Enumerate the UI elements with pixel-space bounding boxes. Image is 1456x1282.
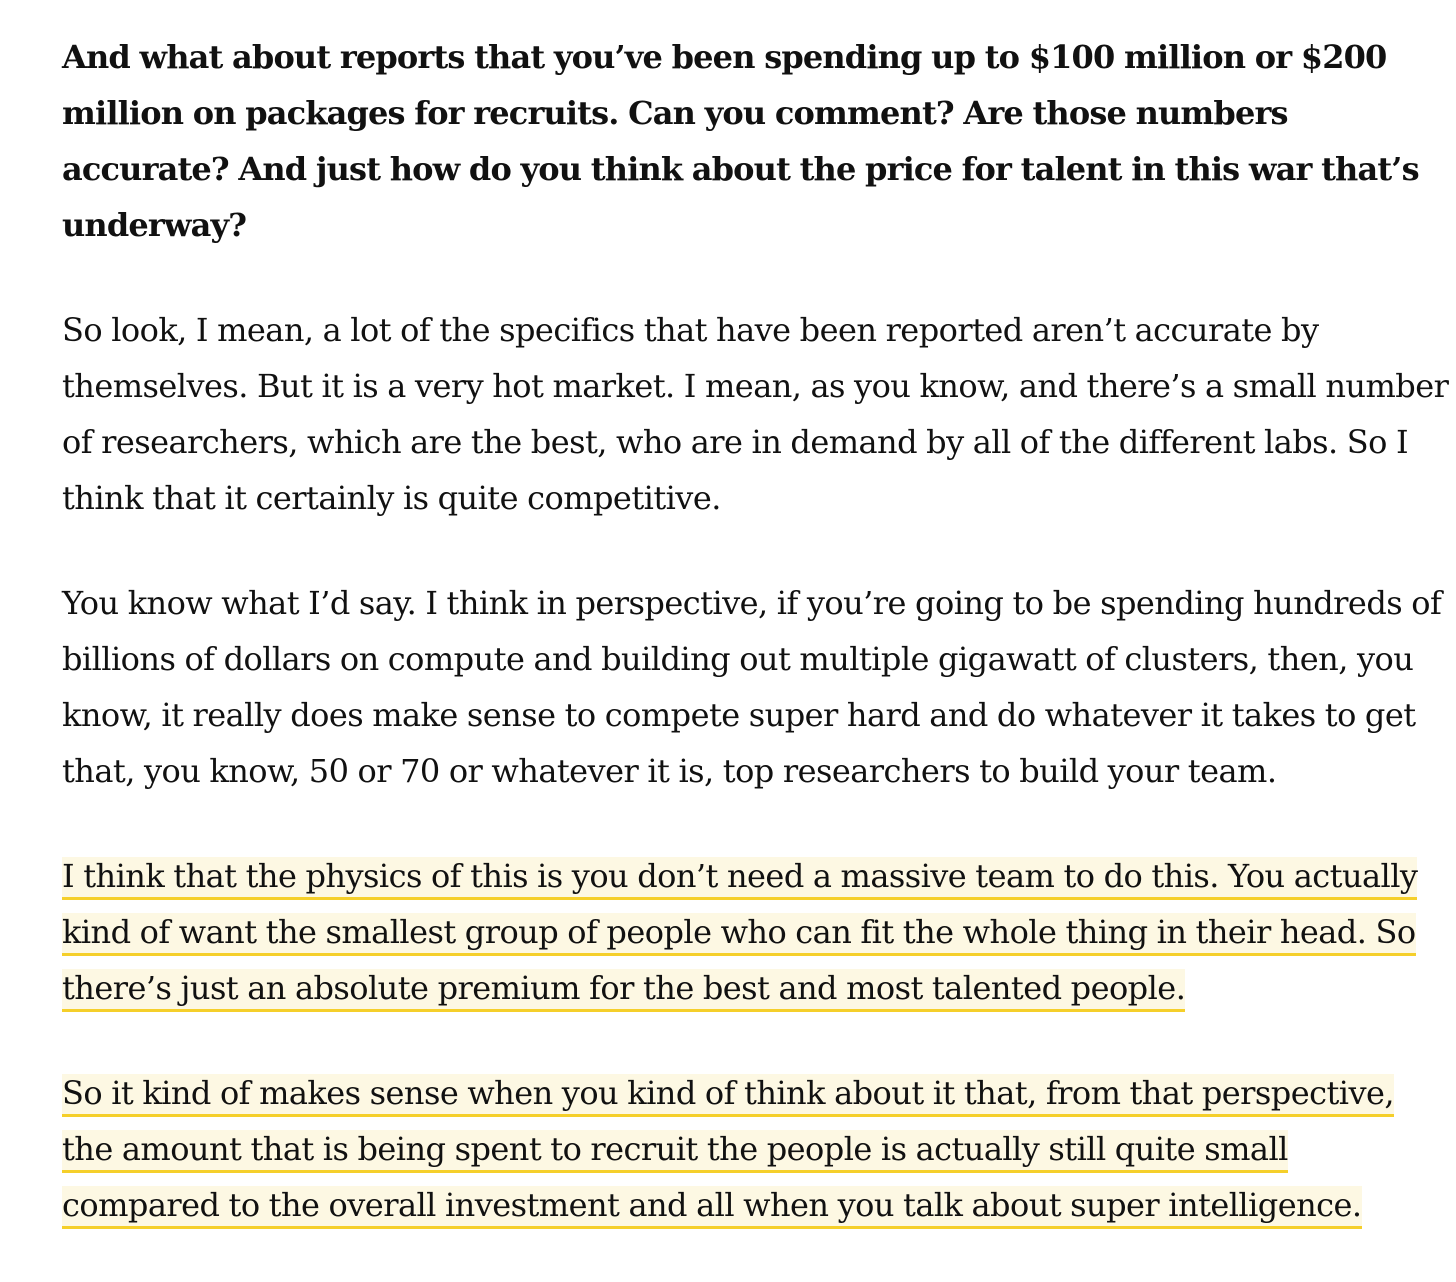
answer-paragraph-1: So look, I mean, a lot of the specifics that have been reported aren’t accurate by themselves. But it is a very hot market. I mean, as you know, and there’s a small number of researchers, which are the best, who are in demand by all of the different labs. So I think that it certainly is quite competitive.: [62, 311, 1449, 517]
highlighted-paragraph-1: [62, 848, 1452, 1016]
highlight-2[interactable]: So it kind of makes sense when you kind of think about it that, from that perspective, the amount that is being spent to recruit the people is actually still quite small compared to the overall investment and all when you talk about super intelligence.: [62, 1074, 1394, 1229]
highlight-1[interactable]: I think that the physics of this is you don’t need a massive team to do this. You actually kind of want the smallest group of people who can fit the whole thing in their head. So there’s just an absolute premium for the best and most talented people.: [62, 857, 1417, 1012]
answer-paragraph-2: You know what I’d say. I think in perspective, if you’re going to be spending hundreds of billions of dollars on compute and building out multiple gigawatt of clusters, then, you know, it really does make sense to compete super hard and do whatever it takes to get that, you know, 50 or 70 or whatever it is, top researchers to build your team.: [62, 584, 1442, 790]
highlighted-paragraph-2: [62, 1065, 1452, 1233]
interview-question: And what about reports that you’ve been spending up to $100 million or $200 million on packages for recruits. Can you comment? Are those numbers accurate? And just how do you think about the price for talent in this war that’s underway?: [62, 38, 1419, 244]
article-body: [62, 29, 1452, 1282]
